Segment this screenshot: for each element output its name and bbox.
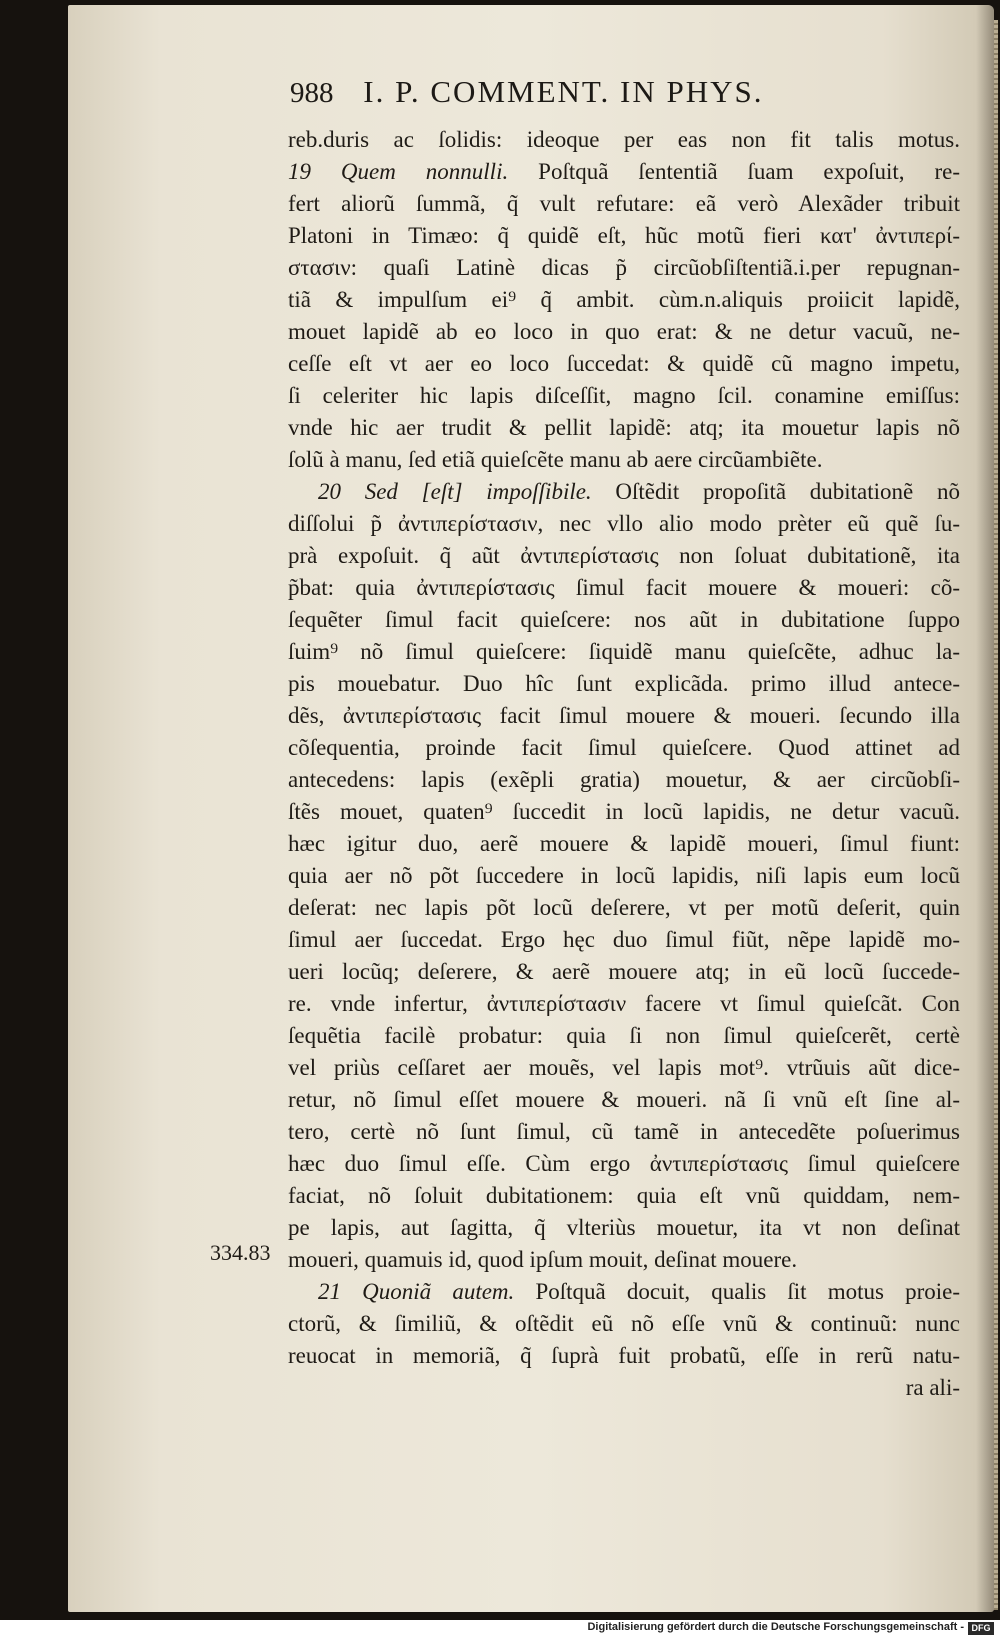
text-line [288, 956, 960, 988]
line-text: deſerat: nec lapis põt locũ deſerere, vt per motũ deſerit, quin [288, 895, 960, 920]
text-line [288, 636, 960, 668]
catchword [288, 1372, 960, 1404]
text-line [288, 732, 960, 764]
line-text: pis mouebatur. Duo hîc ſunt explicãda. primo illud antece- [288, 671, 960, 696]
line-text: quia aer nõ põt ſuccedere in locũ lapidis, niſi lapis eum locũ [288, 863, 960, 888]
text-line [288, 156, 960, 188]
text-line [288, 860, 960, 892]
text-line [288, 476, 960, 508]
line-text: cõſequentia, proinde facit ſimul quieſcere. Quod attinet ad [288, 735, 960, 760]
line-text: ueri locũq; deſerere, & aerẽ mouere atq; in eũ locũ ſuccede- [288, 959, 960, 984]
commentary-lemma: 21 Quoniã autem. [318, 1279, 515, 1304]
line-text: tiã & impulſum ei⁹ q̃ ambit. cùm.n.aliquis proiicit lapidẽ, [288, 287, 960, 312]
line-text: vnde hic aer trudit & pellit lapidẽ: atq; ita mouetur lapis nõ [288, 415, 960, 440]
line-text: prà expoſuit. q̃ aũt ἀντιπερίστασις non ſoluat dubitationẽ, ita [288, 543, 960, 568]
text-line [288, 1148, 960, 1180]
text-line [288, 924, 960, 956]
text-line [288, 1180, 960, 1212]
text-line [288, 1212, 960, 1244]
commentary-lemma: 19 Quem nonnulli. [288, 159, 509, 184]
line-text: ra ali- [905, 1375, 960, 1400]
text-line [288, 1084, 960, 1116]
text-line [288, 1244, 960, 1276]
line-text: reuocat in memoriã, q̃ ſuprà fuit probatũ, eſſe in rerũ natu- [288, 1343, 960, 1368]
page-number: 988 [290, 77, 334, 109]
line-text: dẽs, ἀντιπερίστασις facit ſimul mouere & moueri. ſecundo illa [288, 703, 960, 728]
line-text: ceſſe eſt vt aer eo loco ſuccedat: & quidẽ cũ magno impetu, [288, 351, 960, 376]
dfg-logo: DFG [968, 1622, 994, 1635]
text-line [288, 284, 960, 316]
line-text: antecedens: lapis (exẽpli gratia) mouetur, & aer circũobſi- [288, 767, 960, 792]
text-line [288, 124, 960, 156]
line-text: ſequẽter ſimul facit quieſcere: nos aũt in dubitatione ſuppo [288, 607, 960, 632]
line-text: hæc igitur duo, aerẽ mouere & lapidẽ moueri, ſimul fiunt: [288, 831, 960, 856]
text-line [288, 348, 960, 380]
line-text: fert aliorũ ſummã, q̃ vult refutare: eã verò Alexãder tribuit [288, 191, 960, 216]
line-text: re. vnde infertur, ἀντιπερίστασιν facere vt ſimul quieſcãt. Con [288, 991, 960, 1016]
footer-credit: Digitalisierung gefördert durch die Deutsche Forschungsgemeinschaft - [587, 1621, 964, 1633]
text-line [288, 668, 960, 700]
line-text: Platoni in Timæo: q̃ quidẽ eſt, hũc motũ fieri κατ' ἀντιπερί- [288, 223, 960, 248]
line-text: faciat, nõ ſoluit dubitationem: quia eſt vnũ quiddam, nem- [288, 1183, 960, 1208]
line-text: ctorũ, & ſimiliũ, & oſtẽdit eũ nõ eſſe vnũ & continuũ: nunc [288, 1311, 960, 1336]
line-text: ſolũ à manu, ſed etiã quieſcẽte manu ab aere circũambiẽte. [288, 447, 823, 472]
text-line [288, 508, 960, 540]
line-text: pe lapis, aut ſagitta, q̃ vlteriùs mouetur, ita vt non deſinat [288, 1215, 960, 1240]
line-text: Poſtquã ſententiã ſuam expoſuit, re- [508, 159, 960, 184]
text-line [288, 316, 960, 348]
line-text: ſimul aer ſuccedat. Ergo hęc duo ſimul fiũt, nẽpe lapidẽ mo- [288, 927, 960, 952]
text-line [288, 764, 960, 796]
text-line [288, 892, 960, 924]
line-text: ſi celeriter hic lapis diſceſſit, magno ſcil. conamine emiſſus: [288, 383, 960, 408]
text-line [288, 796, 960, 828]
line-text: στασιν: quaſi Latinè dicas p̃ circũobſiſtentiã.i.per repugnan- [288, 255, 960, 280]
text-line [288, 380, 960, 412]
text-line [288, 1052, 960, 1084]
line-text: ſuim⁹ nõ ſimul quieſcere: ſiquidẽ manu quieſcẽte, adhuc la- [288, 639, 960, 664]
text-line [288, 1276, 960, 1308]
text-line [288, 604, 960, 636]
text-line [288, 700, 960, 732]
line-text: mouet lapidẽ ab eo loco in quo erat: & ne detur vacuũ, ne- [288, 319, 960, 344]
text-line [288, 412, 960, 444]
line-text: tero, certè nõ ſunt ſimul, cũ tamẽ in antecedẽte poſuerimus [288, 1119, 960, 1144]
text-block [288, 124, 960, 1404]
commentary-lemma: 20 Sed [eſt] impoſſibile. [318, 479, 592, 504]
text-line [288, 988, 960, 1020]
line-text: p̃bat: quia ἀντιπερίστασις ſimul facit mouere & moueri: cõ- [288, 575, 960, 600]
page-edge-shadow [976, 5, 994, 1612]
line-text: hæc duo ſimul eſſe. Cùm ergo ἀντιπερίστασις ſimul quieſcere [288, 1151, 960, 1176]
text-line [288, 1340, 960, 1372]
text-line [288, 220, 960, 252]
text-line [288, 572, 960, 604]
line-text: Oſtẽdit propoſitã dubitationẽ nõ [591, 479, 960, 504]
text-line [288, 540, 960, 572]
line-text: Poſtquã docuit, qualis ſit motus proie- [514, 1279, 960, 1304]
line-text: diſſolui p̃ ἀντιπερίστασιν, nec vllo alio modo prèter eũ quẽ ſu- [288, 511, 960, 536]
running-head [290, 74, 990, 110]
text-line [288, 1020, 960, 1052]
line-text: ſequẽtia facilè probatur: quia ſi non ſimul quieſcerẽt, certè [288, 1023, 960, 1048]
running-title: I. P. COMMENT. IN PHYS. [363, 74, 764, 109]
line-text: ſtẽs mouet, quaten⁹ ſuccedit in locũ lapidis, ne detur vacuũ. [288, 799, 960, 824]
margin-reference: 334.83 [210, 1240, 271, 1265]
text-line [288, 828, 960, 860]
text-line [288, 444, 960, 476]
line-text: retur, nõ ſimul eſſet mouere & moueri. nã ſi vnũ eſt ſine al- [288, 1087, 960, 1112]
line-text: moueri, quamuis id, quod ipſum mouit, deſinat mouere. [288, 1247, 798, 1272]
text-line [288, 1308, 960, 1340]
text-line [288, 252, 960, 284]
line-text: reb.duris ac ſolidis: ideoque per eas non fit talis motus. [288, 127, 960, 152]
line-text: vel priùs ceſſaret aer mouẽs, vel lapis mot⁹. vtrũuis aũt dice- [288, 1055, 960, 1080]
text-line [288, 188, 960, 220]
text-line [288, 1116, 960, 1148]
